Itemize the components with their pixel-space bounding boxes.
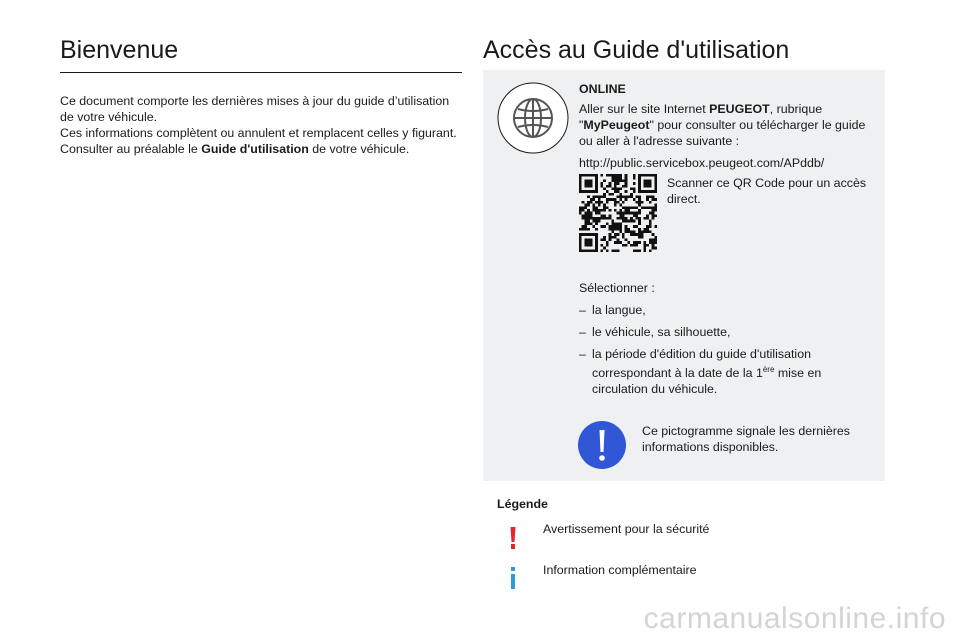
exclamation-icon <box>508 527 518 549</box>
legend-title: Légende <box>497 497 548 511</box>
intro-line-3-post: de votre véhicule. <box>308 142 410 156</box>
intro-line-3-pre: Consulter au préalable le <box>60 142 202 156</box>
intro-line-1: Ce document comporte les dernières mises à jour du guide d’utilisation de votre véhicule. <box>60 94 450 124</box>
legend-item-safety: Avertissement pour la sécurité <box>543 522 710 536</box>
guide-url[interactable]: http://public.servicebox.peugeot.com/APddb/ <box>579 156 825 170</box>
select-item-language: la langue, <box>592 303 646 317</box>
select-item-period-pre: la période d'édition du guide d'utilisation correspondant à la date de la 1 <box>592 347 811 381</box>
info-icon <box>508 567 518 589</box>
intro-line-3 <box>60 141 465 157</box>
list-dash: – <box>579 347 586 361</box>
watermark: carmanualsonline.info <box>643 602 946 635</box>
globe-icon <box>497 82 569 154</box>
online-text-pre: Aller sur le site Internet <box>579 102 710 116</box>
ordinal-suffix: ère <box>762 365 775 374</box>
qr-code-icon[interactable] <box>579 174 657 252</box>
qr-caption: Scanner ce QR Code pour un accès direct. <box>667 176 867 206</box>
title-divider <box>60 72 462 73</box>
select-instructions <box>579 280 874 397</box>
section-title-access: Accès au Guide d'utilisation <box>483 36 790 64</box>
list-item <box>579 346 874 397</box>
list-item <box>579 324 874 340</box>
online-text <box>579 101 874 149</box>
online-label: ONLINE <box>579 82 626 96</box>
select-item-period-post: mise en circulation du véhicule. <box>592 366 822 397</box>
online-text-mid: , rubrique " <box>579 102 823 132</box>
pictogram-caption: Ce pictogramme signale les dernières informations disponibles. <box>642 424 850 454</box>
intro-text <box>60 93 465 157</box>
guide-name: Guide d'utilisation <box>201 142 309 156</box>
list-dash: – <box>579 325 586 339</box>
online-text-post: " pour consulter ou télécharger le guide ou aller à l'adresse suivante : <box>579 118 866 148</box>
list-dash: – <box>579 303 586 317</box>
select-label: Sélectionner : <box>579 281 655 295</box>
app-name: MyPeugeot <box>583 118 650 132</box>
list-item <box>579 302 874 318</box>
select-list <box>579 302 874 397</box>
select-item-vehicle: le véhicule, sa silhouette, <box>592 325 731 339</box>
page-title-welcome: Bienvenue <box>60 36 179 64</box>
select-item-period <box>592 346 874 397</box>
exclamation-circle-icon <box>578 421 626 469</box>
legend-item-info: Information complémentaire <box>543 563 697 577</box>
intro-line-2: Ces informations complètent ou annulent et remplacent celles y figurant. <box>60 126 457 140</box>
online-instructions <box>579 81 874 171</box>
brand-name: PEUGEOT <box>709 102 770 116</box>
